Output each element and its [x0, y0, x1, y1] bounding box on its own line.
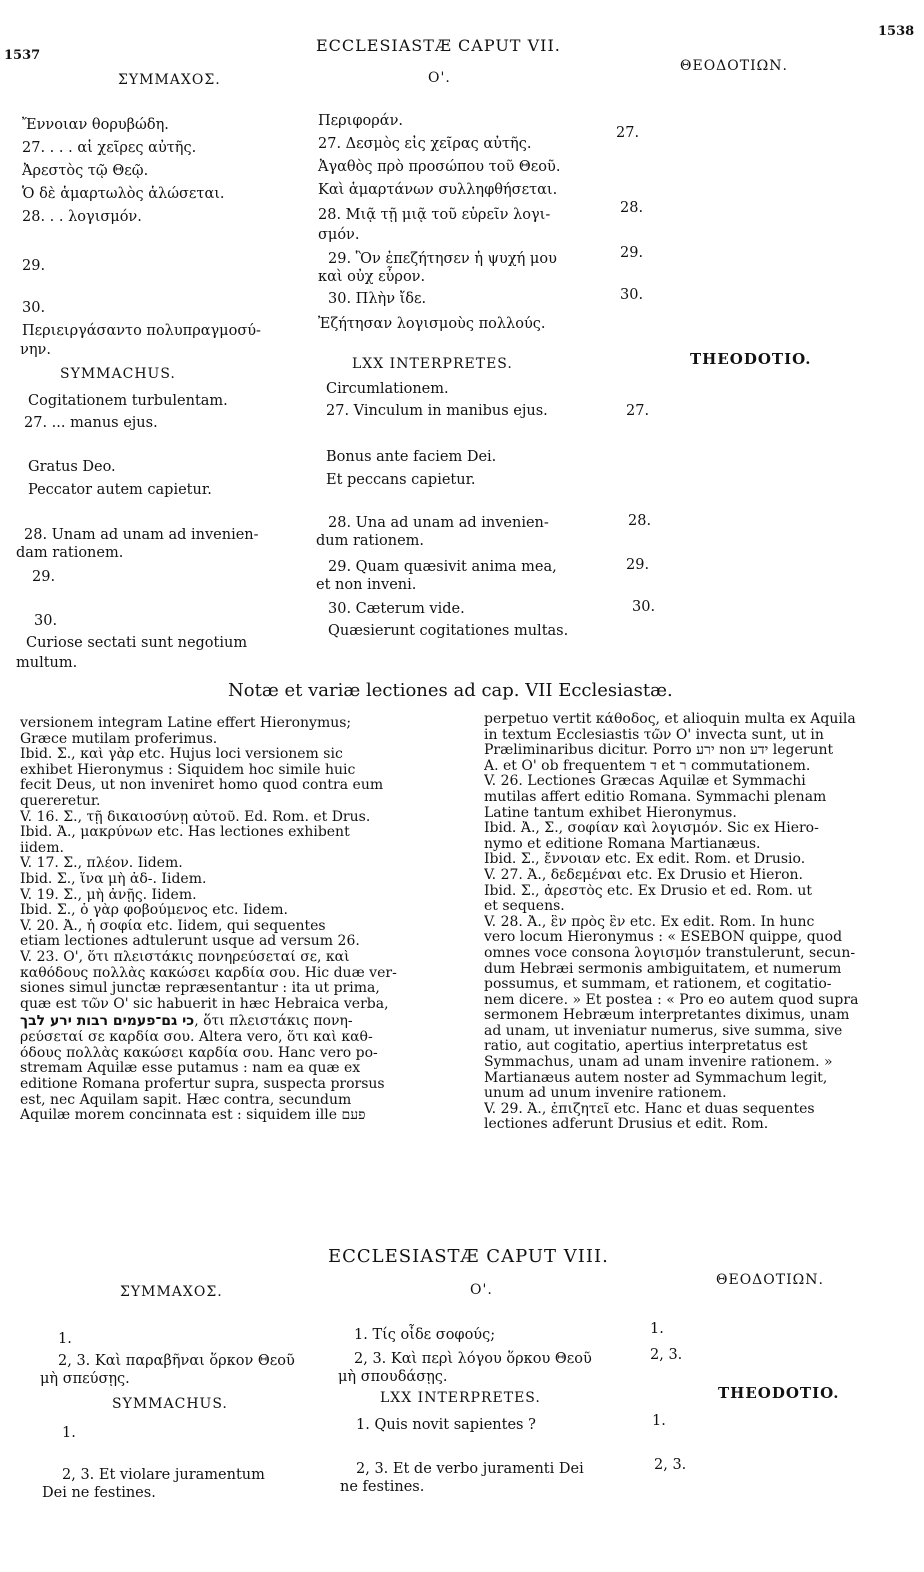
- ch8-lxx-latin-1: 1. Quis novit sapientes ?: [356, 1417, 536, 1433]
- ch8-lxx-greek-2b: μὴ σπουδάσῃς.: [338, 1369, 448, 1385]
- chapter-8-title: ECCLESIASTÆ CAPUT VIII.: [328, 1246, 609, 1267]
- symmachus-latin-heading: SYMMACHUS.: [60, 366, 176, 382]
- ch8-sym-latin-2b: Dei ne festines.: [42, 1485, 156, 1501]
- ch8-theo-greek-1: 1.: [650, 1321, 664, 1337]
- lxx-greek-heading: O'.: [428, 70, 451, 86]
- page-number-right: 1538: [878, 24, 915, 39]
- ch8-sym-greek-2: 2, 3. Καὶ παραβῆναι ὅρκον Θεοῦ: [58, 1353, 295, 1369]
- ch8-lxx-latin-2b: ne festines.: [340, 1479, 425, 1495]
- ch8-theo-greek-2: 2, 3.: [650, 1347, 683, 1363]
- ch8-sym-greek-2b: μὴ σπεύσῃς.: [40, 1371, 130, 1387]
- theodotio-latin-heading: THEODOTIO.: [690, 350, 812, 368]
- theodotion-greek-heading: ΘΕΟΔΟΤΙΩΝ.: [680, 58, 788, 74]
- ch8-theo-latin-2: 2, 3.: [654, 1457, 687, 1473]
- ch8-sym-latin-2: 2, 3. Et violare juramentum: [62, 1467, 265, 1483]
- ch8-sym-greek-1: 1.: [58, 1331, 72, 1347]
- ch8-sym-latin-1: 1.: [62, 1425, 76, 1441]
- ch8-theodotion-greek-heading: ΘΕΟΔΟΤΙΩΝ.: [716, 1272, 824, 1288]
- ch8-lxx-latin-2: 2, 3. Et de verbo juramenti Dei: [356, 1461, 584, 1477]
- page-number-left: 1537: [4, 48, 41, 63]
- ch8-theodotio-latin-heading: THEODOTIO.: [718, 1384, 840, 1402]
- notes-left-column: versionem integram Latine effert Hieronymus; Græce mutilam proferimus. Ibid. Σ., καὶ γὰρ etc. Hujus loci versionem sic exhibet Hieronymus : Siquidem hoc simile huic fecit Deus, ut non inveniret homo quod contra eum quereretur. V. 16. Σ., τῇ δικαιοσύνῃ αὐτοῦ. Ed. Rom. et Drus. Ibid. Ἀ., μακρύνων etc. Has lectiones exhibent iidem. V. 17. Σ., πλέον. Iidem. Ibid. Σ., ἵνα μὴ ἀδ-. Iidem. V. 19. Σ., μὴ ἀνῇς. Iidem. Ibid. Σ., ὁ γὰρ φοβούμενος etc. Iidem. V. 20. Ἀ., ἡ σοφία etc. Iidem, qui sequentes etiam lectiones adtulerunt usque ad versum 26. V. 23. O', ὅτι πλειστάκις πονηρεύσεταί σε, καὶ καθόδους πολλὰς κακώσει καρδία σου. Hic duæ ver- siones simul junctæ repræsentantur : ita ut prima, quæ est τῶν O' sic habuerit in hæc Hebraica verba, כי גם־פעמים רבות ירע לבך, ὅτι πλειστάκις πονη- ρεύσεταί σε καρδία σου. Altera vero, ὅτι καὶ καθ- όδους πολλὰς κακώσει καρδία σου. Hanc vero po- stremam Aquilæ esse putamus : nam ea quæ ex editione Romana profertur supra, suspecta prorsus est, nec Aquilam sapit. Hæc contra, secundum Aquilæ morem concinnata est : siquidem ille פעם: [20, 716, 448, 1124]
- page-title: ECCLESIASTÆ CAPUT VII.: [316, 36, 561, 55]
- ch8-lxx-greek-heading: O'.: [470, 1282, 493, 1298]
- ch8-lxx-latin-heading: LXX INTERPRETES.: [380, 1390, 541, 1406]
- lxx-latin-heading: LXX INTERPRETES.: [352, 356, 513, 372]
- ch8-theo-latin-1: 1.: [652, 1413, 666, 1429]
- hebrew-line: כי גם־פעמים רבות ירע לבך, ὅτι πλειστάκις πονη-: [20, 1013, 353, 1030]
- ch8-symmachus-latin-heading: SYMMACHUS.: [112, 1396, 228, 1412]
- ch8-lxx-greek-2: 2, 3. Καὶ περὶ λόγου ὅρκου Θεοῦ: [354, 1351, 592, 1367]
- ch8-symmachus-greek-heading: ΣΥΜΜΑΧΟΣ.: [120, 1284, 223, 1300]
- ch8-lxx-greek-1: 1. Τίς οἶδε σοφούς;: [354, 1327, 496, 1343]
- hebrew-text: כי גם־פעמים רבות ירע לבך: [20, 1013, 195, 1030]
- symmachus-greek-heading: ΣΥΜΜΑΧΟΣ.: [118, 72, 221, 88]
- notes-right-column: perpetuo vertit κάθοδος, et alioquin multa ex Aquila in textum Ecclesiastis τῶν O' invecta sunt, ut in Præliminaribus dicitur. Porro ירע non ידע legerunt A. et O' ob frequentem ד et ר commutationem. V. 26. Lectiones Græcas Aquilæ et Symmachi mutilas affert editio Romana. Symmachi plenam Latine tantum exhibet Hieronymus. Ibid. Ἀ., Σ., σοφίαν καὶ λογισμόν. Sic ex Hiero- nymo et editione Romana Martianæus. Ibid. Σ., ἔννοιαν etc. Ex edit. Rom. et Drusio. V. 27. Ἀ., δεδεμέναι etc. Ex Drusio et Hieron. Ibid. Σ., ἀρεστὸς etc. Ex Drusio et ed. Rom. ut et sequens. V. 28. Ἀ., ἓν πρὸς ἓν etc. Ex edit. Rom. In hunc vero locum Hieronymus : « ESEBON quippe, quod omnes voce consona λογισμόν transtulerunt, secun- dum Hebræi sermonis ambiguitatem, et numerum possumus, et summam, et rationem, et cogitatio- nem dicere. » Et postea : « Pro eo autem quod supra sermonem Hebræum interpretantes diximus, unam ad unam, ut inveniatur numerus, sive summa, sive ratio, aut cogitatio, apertius interpretatus est Symmachus, unam ad unam invenire rationem. » Martianæus autem noster ad Symmachum legit, unum ad unum invenire rationem. V. 29. Ἀ., ἐπιζητεῖ etc. Hanc et duas sequentes lectiones adferunt Drusius et edit. Rom.: [484, 712, 859, 1133]
- notes-title: Notæ et variæ lectiones ad cap. VII Ecclesiastæ.: [228, 680, 673, 701]
